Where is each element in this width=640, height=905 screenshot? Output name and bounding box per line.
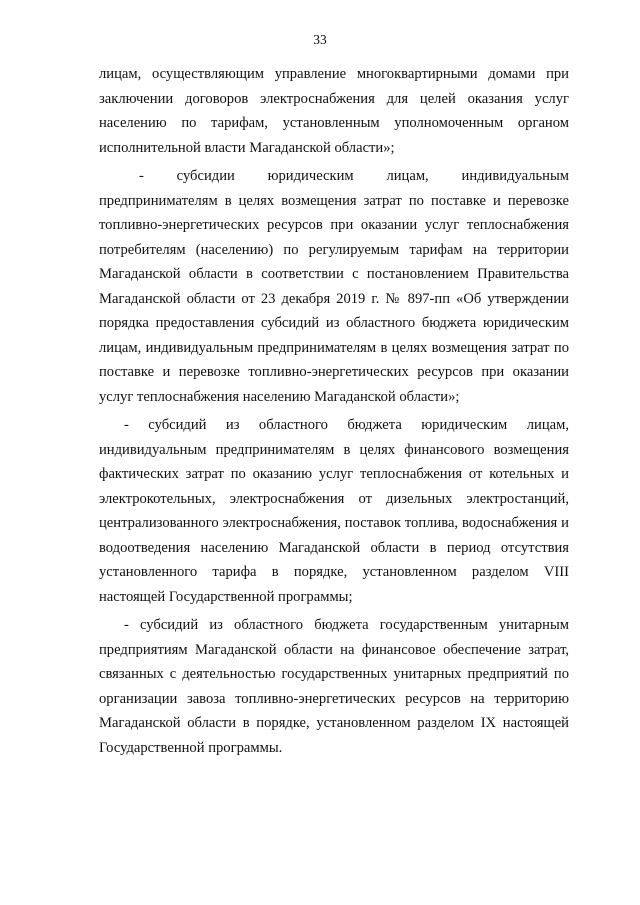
paragraph-subsidy-fuel-transport: - субсидии юридическим лицам, индивидуальным предпринимателям в целях возмещения затрат по поставке и перевозке топливно-энергетических ресурсов при оказании услуг теплоснабжения потребителям (населению) по регулируемым тарифам на территории Магаданской области в соответствии с постановлением Правительства Магаданской области от 23 декабря 2019 г. № 897-пп «Об утверждении порядка предоставления субсидий из областного бюджета юридическим лицам, индивидуальным предпринимателям в целях возмещения затрат по поставке и перевозке топливно-энергетических ресурсов при оказании услуг теплоснабжения населению Магаданской области»; bbox=[99, 168, 569, 405]
page-number: 33 bbox=[313, 32, 327, 47]
document-body bbox=[99, 62, 569, 760]
paragraph-continuation: лицам, осуществляющим управление многоквартирными домами при заключении договоров электроснабжения для целей оказания услуг населению по тарифам, установленным уполномоченным органом исполнительной власти Магаданской области»; bbox=[99, 66, 569, 156]
paragraph-subsidy-unitary-enterprises: - субсидий из областного бюджета государственным унитарным предприятиям Магаданской области на финансовое обеспечение затрат, связанных с деятельностью государственных унитарных предприятий по организации завоза топливно-энергетических ресурсов на территорию Магаданской области в порядке, установленном разделом IX настоящей Государственной программы. bbox=[99, 617, 569, 756]
paragraph-subsidy-no-tariff: - субсидий из областного бюджета юридическим лицам, индивидуальным предпринимателям в целях финансового возмещения фактических затрат по оказанию услуг теплоснабжения от котельных и электрокотельных, электроснабжения от дизельных электростанций, централизованного электроснабжения, поставок топлива, водоснабжения и водоотведения населению Магаданской области в период отсутствия установленного тарифа в порядке, установленном разделом VIII настоящей Государственной программы; bbox=[99, 417, 569, 605]
